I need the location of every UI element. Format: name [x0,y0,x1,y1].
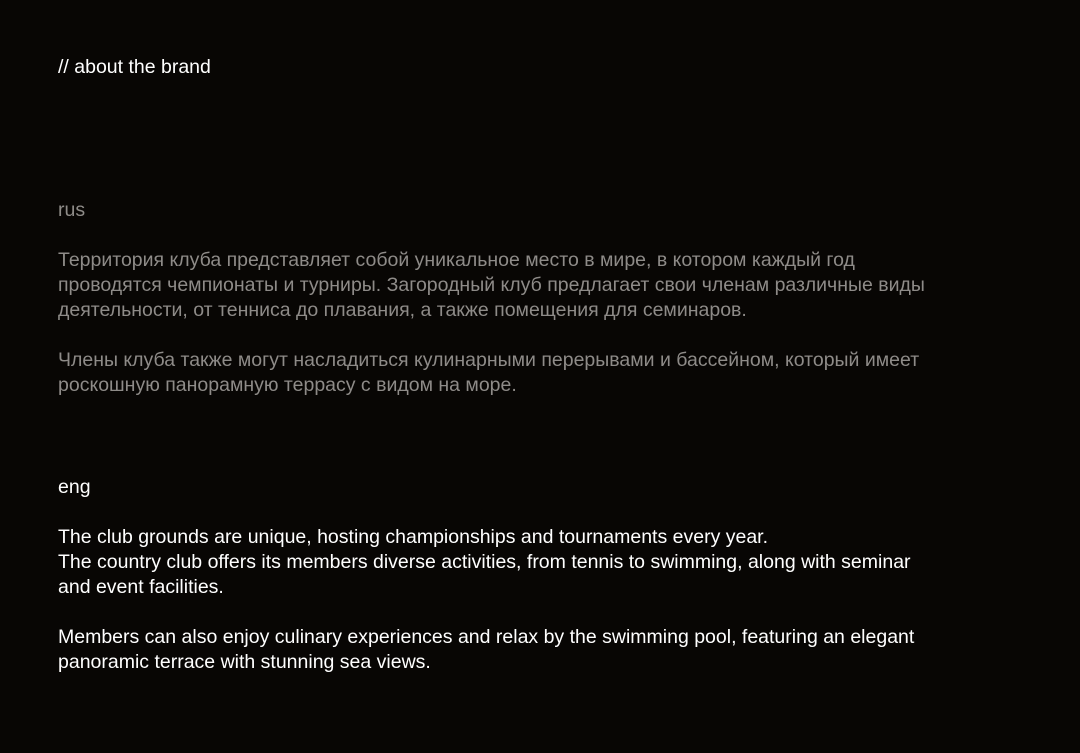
russian-paragraph-1: Территория клуба представляет собой уникальное место в мире, в котором каждый год проводятся чемпионаты и турниры. Загородный клуб предлагает свои членам различные виды деятельности, от тенниса до плавания, а также помещения для семинаров. [58,249,925,321]
english-paragraph-1: The club grounds are unique, hosting championships and tournaments every year. The country club offers its members diverse activities, from tennis to swimming, along with seminar and event facilities. [58,526,911,598]
english-language-label: eng [58,476,91,498]
russian-language-label: rus [58,199,86,221]
section-heading: // about the brand [58,56,211,78]
english-section [58,475,1028,675]
russian-paragraph-2: Члены клуба также могут насладиться кулинарными перерывами и бассейном, который имеет роскошную панорамную террасу с видом на море. [58,349,920,396]
russian-section [58,198,1028,398]
english-paragraph-2: Members can also enjoy culinary experiences and relax by the swimming pool, featuring an elegant panoramic terrace with stunning sea views. [58,626,915,673]
